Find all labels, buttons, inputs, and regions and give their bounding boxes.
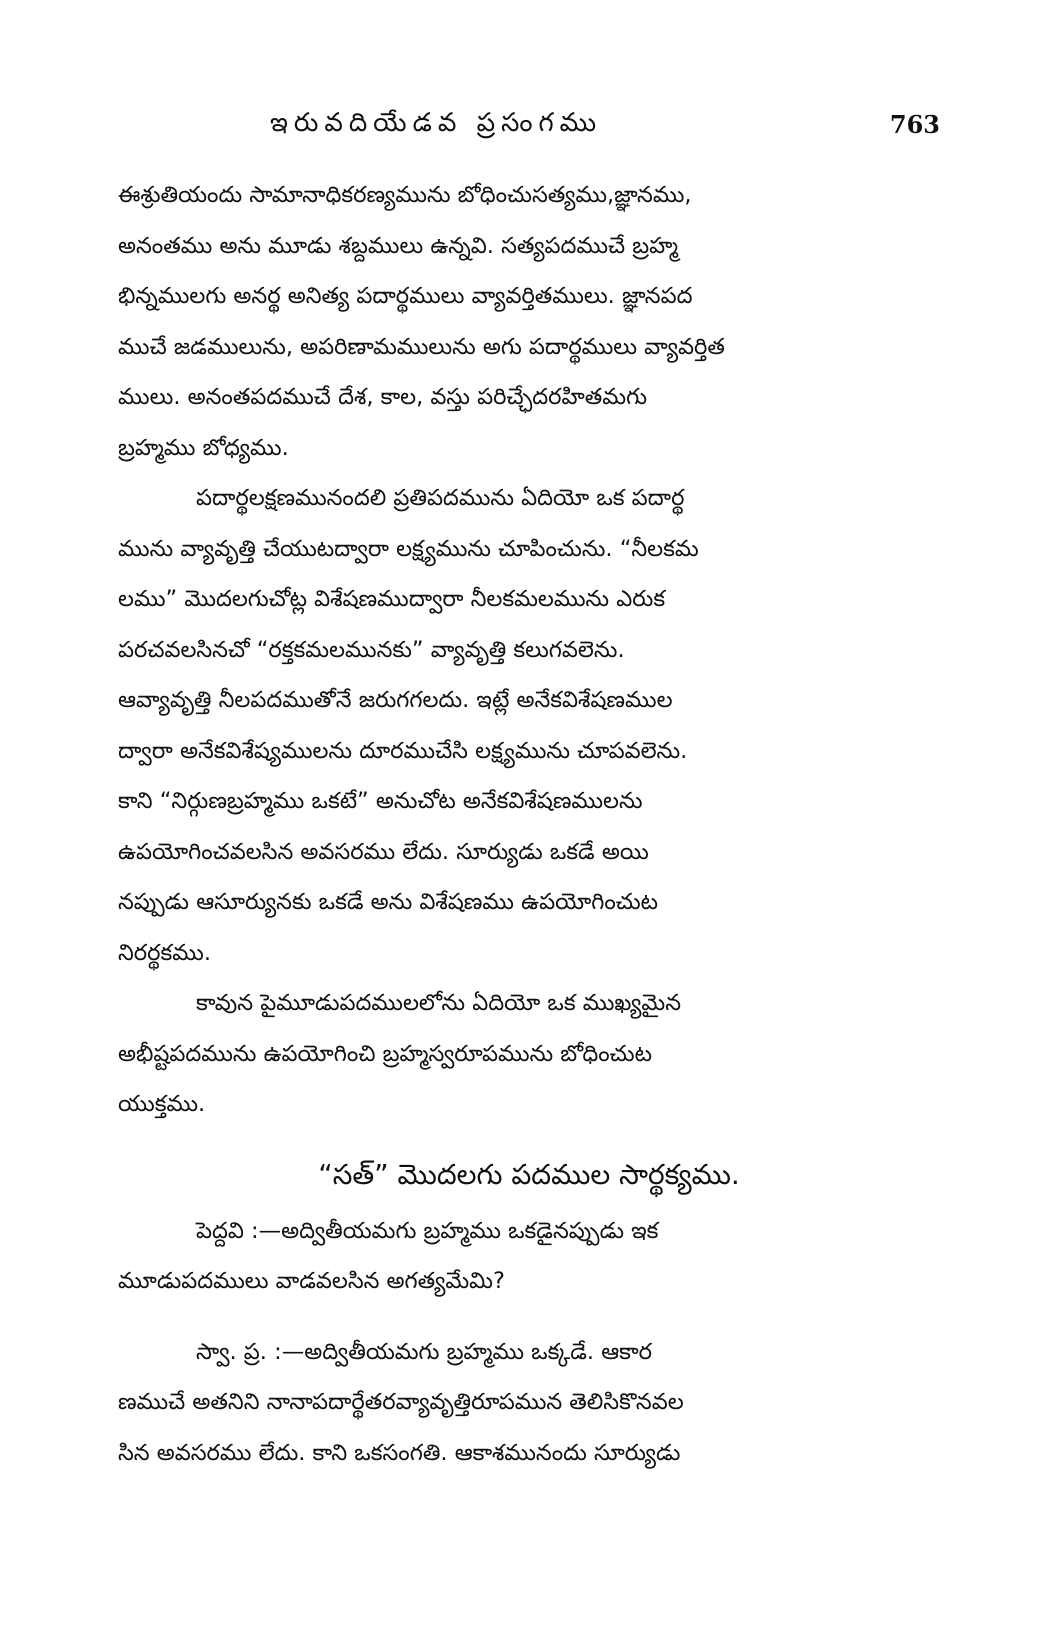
page-body	[118, 170, 940, 1478]
text-line: స్వా. ప్ర. :—అద్వితీయమగు బ్రహ్మము ఒక్కడే. ఆకార	[196, 1338, 653, 1365]
text-line: పరచవలసినచో “రక్తకమలమునకు” వ్యావృత్తి కలుగవలెను.	[118, 636, 625, 663]
question-paragraph	[118, 1206, 940, 1307]
text-line: ణముచే అతనిని నానాపదార్థేతరవ్యావృత్తిరూపమున తెలిసికొనవల	[118, 1389, 684, 1415]
text-line: ముచే జడములును, అపరిణామములును అగు పదార్థములు వ్యావర్తిత	[118, 333, 725, 360]
text-line: కావున పైమూడుపదములలోను ఏదియో ఒక ముఖ్యమైన	[196, 990, 681, 1016]
page-number: 763	[889, 110, 940, 139]
page-header	[120, 108, 940, 148]
text-line: ద్వారా అనేకవిశేష్యములను దూరముచేసి లక్ష్యమును చూపవలెను.	[118, 737, 688, 764]
text-line: లము” మొదలగుచోట్ల విశేషణముద్వారా నీలకమలమును ఎరుక	[118, 586, 666, 612]
text-line: కాని “నిర్గుణబ్రహ్మము ఒకటే” అనుచోట అనేకవిశేషణములను	[118, 788, 643, 814]
text-line: అనంతము అను మూడు శబ్దములు ఉన్నవి. సత్యపదముచే బ్రహ్మ	[118, 232, 679, 259]
text-line: అభీష్టపదమును ఉపయోగించి బ్రహ్మస్వరూపమును బోధించుట	[118, 1040, 652, 1067]
text-line: యుక్తము.	[118, 1091, 206, 1117]
text-line: ఈశ్రుతియందు సామానాధికరణ్యమును బోధించుసత్యము,జ్ఞానము,	[118, 182, 692, 208]
section-heading: “సత్” మొదలగు పదముల సార్థక్యము.	[318, 1157, 740, 1191]
text-line: పెద్దవి :—అద్వితీయమగు బ్రహ్మము ఒకడైనప్పుడు ఇక	[196, 1217, 659, 1244]
text-line: నప్పుడు ఆసూర్యునకు ఒకడే అను విశేషణము ఉపయోగించుట	[118, 889, 659, 915]
paragraph-1	[118, 170, 940, 473]
text-line: ఉపయోగించవలసిన అవసరము లేదు. సూర్యుడు ఒకడే అయి	[118, 838, 649, 865]
text-line: బ్రహ్మము బోధ్యము.	[118, 434, 289, 461]
text-line: మును వ్యావృత్తి చేయుటద్వారా లక్ష్యమును చూపించును. “నీలకమ	[118, 535, 699, 562]
text-line: పదార్థలక్షణమునందలి ప్రతిపదమును ఏదియో ఒక పదార్థ	[196, 485, 685, 511]
text-line: ఆవ్యావృత్తి నీలపదముతోనే జరుగగలదు. ఇట్లే అనేకవిశేషణముల	[118, 687, 673, 713]
paragraph-2	[118, 473, 940, 978]
text-line: నిరర్థకము.	[118, 939, 211, 966]
text-line: ములు. అనంతపదముచే దేశ, కాల, వస్తు పరిచ్ఛేదరహితమగు	[118, 384, 647, 410]
text-line: సిన అవసరము లేదు. కాని ఒకసంగతి. ఆకాశమునందు సూర్యుడు	[118, 1439, 681, 1466]
text-line: భిన్నములగు అనర్థ అనిత్య పదార్థములు వ్యావర్తితములు. జ్ఞానపద	[118, 283, 693, 309]
answer-paragraph	[118, 1327, 940, 1479]
paragraph-3	[118, 978, 940, 1130]
running-title: ఇరువదియేడవ ప్రసంగము	[270, 108, 603, 138]
text-line: మూడుపదములు వాడవలసిన అగత్యమేమి?	[118, 1268, 505, 1294]
